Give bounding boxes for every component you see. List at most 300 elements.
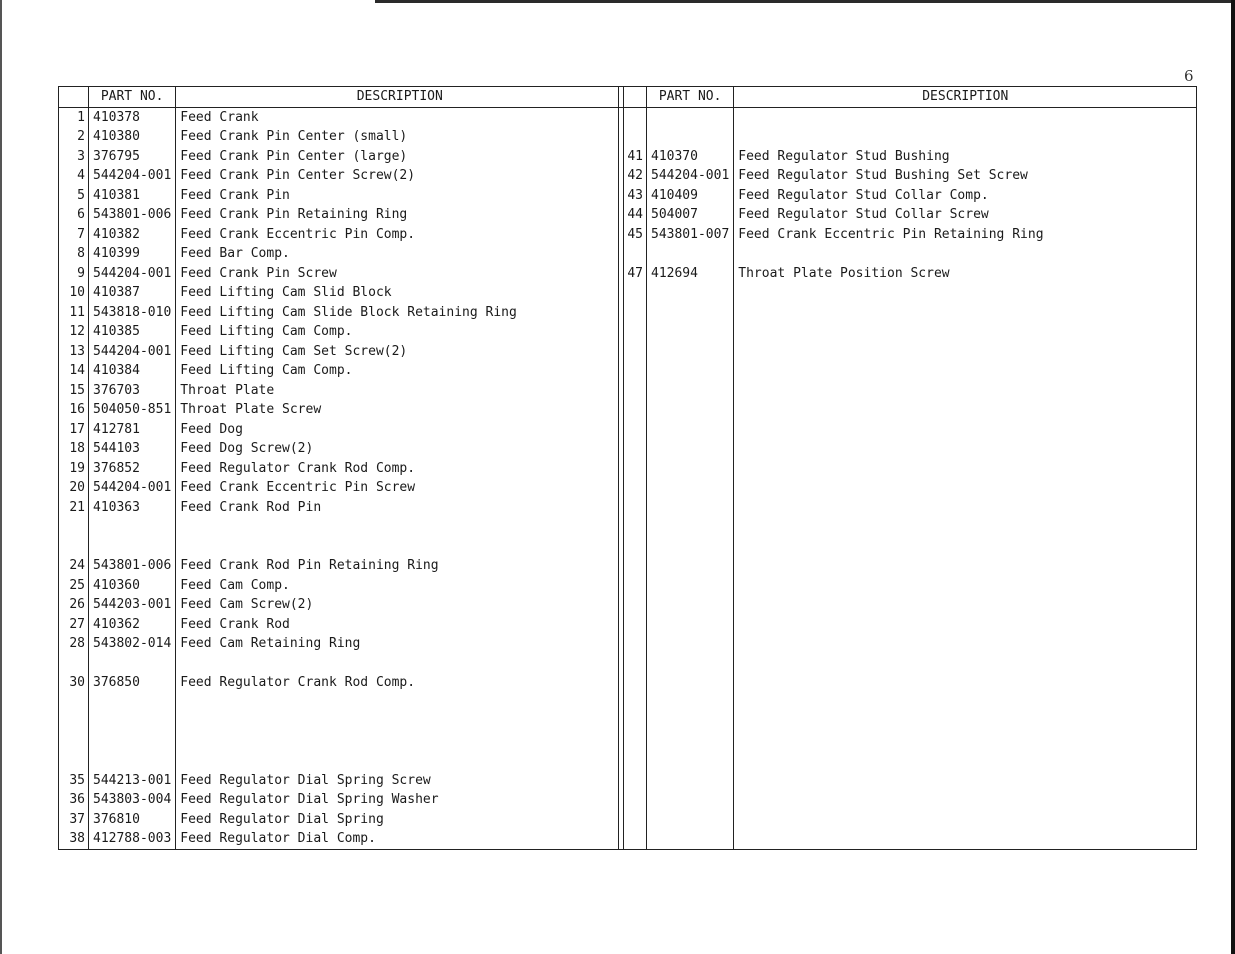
table-row <box>619 225 1197 245</box>
table-row <box>59 712 624 732</box>
table-row <box>619 322 1197 342</box>
description-cell <box>734 342 1197 362</box>
part-number-cell <box>647 400 734 420</box>
item-number-cell: 27 <box>59 615 89 635</box>
description-cell <box>734 771 1197 791</box>
item-number-cell: 30 <box>59 673 89 693</box>
table-row <box>619 576 1197 596</box>
item-number-cell: 17 <box>59 420 89 440</box>
part-number-cell <box>89 732 176 752</box>
item-number-cell <box>619 771 647 791</box>
description-cell <box>734 283 1197 303</box>
header-part-no: PART NO. <box>647 87 734 108</box>
part-number-cell: 544204-001 <box>89 166 176 186</box>
item-number-cell: 5 <box>59 186 89 206</box>
part-number-cell <box>647 595 734 615</box>
description-cell <box>734 595 1197 615</box>
item-number-cell <box>619 400 647 420</box>
table-row <box>59 673 624 693</box>
item-number-cell: 24 <box>59 556 89 576</box>
part-number-cell <box>647 107 734 127</box>
parts-table-right <box>618 86 1197 850</box>
table-row <box>619 595 1197 615</box>
part-number-cell <box>647 673 734 693</box>
description-cell: Feed Crank Rod Pin Retaining Ring <box>176 556 624 576</box>
item-number-cell <box>619 693 647 713</box>
item-number-cell <box>619 342 647 362</box>
table-row <box>59 634 624 654</box>
part-number-cell <box>647 244 734 264</box>
table-row <box>619 478 1197 498</box>
part-number-cell <box>647 283 734 303</box>
part-number-cell: 410381 <box>89 186 176 206</box>
item-number-cell <box>619 498 647 518</box>
description-cell: Feed Regulator Dial Spring <box>176 810 624 830</box>
description-cell <box>734 381 1197 401</box>
part-number-cell <box>647 439 734 459</box>
item-number-cell: 45 <box>619 225 647 245</box>
description-cell: Feed Dog <box>176 420 624 440</box>
part-number-cell <box>647 712 734 732</box>
table-row <box>59 790 624 810</box>
item-number-cell <box>619 420 647 440</box>
item-number-cell: 26 <box>59 595 89 615</box>
table-row <box>619 751 1197 771</box>
description-cell <box>176 517 624 537</box>
description-cell <box>734 673 1197 693</box>
item-number-cell: 41 <box>619 147 647 167</box>
item-number-cell <box>619 283 647 303</box>
item-number-cell <box>619 751 647 771</box>
description-cell <box>176 537 624 557</box>
item-number-cell <box>619 107 647 127</box>
item-number-cell <box>619 361 647 381</box>
header-part-no: PART NO. <box>89 87 176 108</box>
table-row <box>619 673 1197 693</box>
item-number-cell <box>619 537 647 557</box>
description-cell <box>734 322 1197 342</box>
item-number-cell: 47 <box>619 264 647 284</box>
item-number-cell: 1 <box>59 107 89 127</box>
part-number-cell: 544213-001 <box>89 771 176 791</box>
item-number-cell <box>619 634 647 654</box>
description-cell: Feed Regulator Dial Spring Washer <box>176 790 624 810</box>
item-number-cell: 43 <box>619 186 647 206</box>
part-number-cell <box>647 303 734 323</box>
table-row <box>59 576 624 596</box>
description-cell <box>734 634 1197 654</box>
part-number-cell: 543802-014 <box>89 634 176 654</box>
part-number-cell <box>647 420 734 440</box>
table-row <box>59 771 624 791</box>
item-number-cell: 25 <box>59 576 89 596</box>
table-row <box>619 810 1197 830</box>
description-cell: Feed Lifting Cam Slide Block Retaining Ring <box>176 303 624 323</box>
part-number-cell <box>647 693 734 713</box>
item-number-cell: 44 <box>619 205 647 225</box>
part-number-cell: 544204-001 <box>89 342 176 362</box>
description-cell: Feed Lifting Cam Set Screw(2) <box>176 342 624 362</box>
description-cell <box>734 693 1197 713</box>
description-cell <box>734 556 1197 576</box>
table-row <box>619 420 1197 440</box>
description-cell <box>176 712 624 732</box>
part-number-cell: 543818-010 <box>89 303 176 323</box>
part-number-cell <box>647 498 734 518</box>
table-row <box>619 537 1197 557</box>
item-number-cell: 11 <box>59 303 89 323</box>
item-number-cell <box>619 810 647 830</box>
part-number-cell: 543801-006 <box>89 205 176 225</box>
part-number-cell <box>647 810 734 830</box>
table-row <box>59 810 624 830</box>
part-number-cell: 410387 <box>89 283 176 303</box>
item-number-cell: 14 <box>59 361 89 381</box>
description-cell: Feed Bar Comp. <box>176 244 624 264</box>
description-cell <box>734 459 1197 479</box>
part-number-cell: 410409 <box>647 186 734 206</box>
table-row <box>619 244 1197 264</box>
part-number-cell: 544204-001 <box>89 478 176 498</box>
part-number-cell <box>647 342 734 362</box>
table-row <box>59 478 624 498</box>
item-number-cell <box>59 654 89 674</box>
item-number-cell <box>619 732 647 752</box>
item-number-cell <box>619 790 647 810</box>
part-number-cell: 412781 <box>89 420 176 440</box>
description-cell: Feed Crank Eccentric Pin Retaining Ring <box>734 225 1197 245</box>
part-number-cell <box>647 381 734 401</box>
part-number-cell: 410362 <box>89 615 176 635</box>
part-number-cell <box>647 771 734 791</box>
description-cell: Feed Crank Pin Center (large) <box>176 147 624 167</box>
part-number-cell <box>647 634 734 654</box>
table-row <box>619 283 1197 303</box>
table-row <box>619 400 1197 420</box>
part-number-cell <box>647 556 734 576</box>
description-cell: Feed Crank Pin Center Screw(2) <box>176 166 624 186</box>
scan-edge-top <box>375 0 1235 3</box>
item-number-cell <box>619 439 647 459</box>
part-number-cell: 543801-006 <box>89 556 176 576</box>
part-number-cell: 412694 <box>647 264 734 284</box>
description-cell: Feed Lifting Cam Comp. <box>176 322 624 342</box>
description-cell <box>734 439 1197 459</box>
description-cell: Feed Regulator Stud Bushing <box>734 147 1197 167</box>
part-number-cell <box>647 322 734 342</box>
table-row <box>59 400 624 420</box>
item-number-cell <box>59 537 89 557</box>
description-cell <box>734 107 1197 127</box>
part-number-cell: 376810 <box>89 810 176 830</box>
table-row <box>59 303 624 323</box>
table-row <box>619 556 1197 576</box>
item-number-cell: 18 <box>59 439 89 459</box>
item-number-cell: 35 <box>59 771 89 791</box>
table-row <box>59 829 624 849</box>
table-row <box>59 342 624 362</box>
part-number-cell <box>647 829 734 849</box>
part-number-cell <box>89 654 176 674</box>
table-row <box>59 459 624 479</box>
part-number-cell: 543801-007 <box>647 225 734 245</box>
part-number-cell <box>647 654 734 674</box>
table-row <box>59 381 624 401</box>
description-cell: Throat Plate Screw <box>176 400 624 420</box>
table-row <box>619 264 1197 284</box>
item-number-cell: 16 <box>59 400 89 420</box>
description-cell <box>734 751 1197 771</box>
table-row <box>619 829 1197 849</box>
part-number-cell: 544203-001 <box>89 595 176 615</box>
part-number-cell: 544204-001 <box>89 264 176 284</box>
description-cell: Feed Crank Pin Screw <box>176 264 624 284</box>
description-cell <box>734 498 1197 518</box>
item-number-cell <box>59 517 89 537</box>
item-number-cell <box>619 673 647 693</box>
table-row <box>619 342 1197 362</box>
part-number-cell: 376850 <box>89 673 176 693</box>
part-number-cell: 410384 <box>89 361 176 381</box>
table-row <box>59 693 624 713</box>
table-row <box>59 283 624 303</box>
description-cell <box>176 732 624 752</box>
description-cell: Feed Cam Screw(2) <box>176 595 624 615</box>
part-number-cell <box>647 361 734 381</box>
description-cell: Feed Regulator Dial Comp. <box>176 829 624 849</box>
description-cell: Feed Crank Rod <box>176 615 624 635</box>
item-number-cell <box>619 556 647 576</box>
part-number-cell: 410399 <box>89 244 176 264</box>
description-cell: Feed Regulator Crank Rod Comp. <box>176 673 624 693</box>
item-number-cell: 15 <box>59 381 89 401</box>
part-number-cell <box>647 790 734 810</box>
description-cell: Feed Crank Eccentric Pin Comp. <box>176 225 624 245</box>
table-row <box>619 166 1197 186</box>
description-cell <box>734 810 1197 830</box>
part-number-cell: 410385 <box>89 322 176 342</box>
table-row <box>59 225 624 245</box>
description-cell: Feed Cam Retaining Ring <box>176 634 624 654</box>
header-description: DESCRIPTION <box>176 87 624 108</box>
item-number-cell: 13 <box>59 342 89 362</box>
item-number-cell <box>619 127 647 147</box>
part-number-cell <box>647 751 734 771</box>
item-number-cell <box>59 751 89 771</box>
part-number-cell: 410382 <box>89 225 176 245</box>
description-cell <box>734 790 1197 810</box>
item-number-cell <box>619 381 647 401</box>
table-row <box>619 147 1197 167</box>
item-number-cell: 28 <box>59 634 89 654</box>
part-number-cell <box>647 576 734 596</box>
part-number-cell: 410360 <box>89 576 176 596</box>
part-number-cell: 410380 <box>89 127 176 147</box>
item-number-cell <box>619 712 647 732</box>
table-header-row <box>59 87 624 108</box>
description-cell <box>734 127 1197 147</box>
part-number-cell <box>89 693 176 713</box>
description-cell <box>734 576 1197 596</box>
table-row <box>59 361 624 381</box>
item-number-cell: 21 <box>59 498 89 518</box>
table-row <box>59 732 624 752</box>
description-cell <box>734 517 1197 537</box>
description-cell: Feed Cam Comp. <box>176 576 624 596</box>
item-number-cell <box>619 595 647 615</box>
table-row <box>619 303 1197 323</box>
part-number-cell: 410363 <box>89 498 176 518</box>
description-cell: Feed Crank Eccentric Pin Screw <box>176 478 624 498</box>
table-row <box>619 381 1197 401</box>
item-number-cell <box>59 732 89 752</box>
parts-table-left <box>58 86 624 850</box>
table-row <box>619 634 1197 654</box>
item-number-cell: 10 <box>59 283 89 303</box>
description-cell <box>734 712 1197 732</box>
part-number-cell: 544103 <box>89 439 176 459</box>
table-row <box>59 244 624 264</box>
item-number-cell: 2 <box>59 127 89 147</box>
table-row <box>619 712 1197 732</box>
item-number-cell: 4 <box>59 166 89 186</box>
header-no <box>619 87 647 108</box>
table-row <box>59 751 624 771</box>
part-number-cell: 504007 <box>647 205 734 225</box>
item-number-cell: 7 <box>59 225 89 245</box>
description-cell <box>176 751 624 771</box>
description-cell <box>734 654 1197 674</box>
description-cell: Feed Regulator Crank Rod Comp. <box>176 459 624 479</box>
table-row <box>619 107 1197 127</box>
description-cell: Feed Crank Pin Center (small) <box>176 127 624 147</box>
item-number-cell <box>619 322 647 342</box>
item-number-cell: 37 <box>59 810 89 830</box>
header-description: DESCRIPTION <box>734 87 1197 108</box>
item-number-cell <box>619 303 647 323</box>
item-number-cell: 38 <box>59 829 89 849</box>
description-cell <box>734 420 1197 440</box>
description-cell <box>734 478 1197 498</box>
item-number-cell <box>619 829 647 849</box>
table-row <box>619 693 1197 713</box>
description-cell: Throat Plate <box>176 381 624 401</box>
description-cell <box>734 537 1197 557</box>
table-row <box>619 127 1197 147</box>
table-row <box>59 439 624 459</box>
description-cell: Feed Dog Screw(2) <box>176 439 624 459</box>
scan-edge-right <box>1231 0 1235 954</box>
item-number-cell <box>619 517 647 537</box>
part-number-cell: 504050-851 <box>89 400 176 420</box>
part-number-cell: 410370 <box>647 147 734 167</box>
description-cell: Feed Regulator Stud Collar Comp. <box>734 186 1197 206</box>
item-number-cell: 19 <box>59 459 89 479</box>
header-no <box>59 87 89 108</box>
description-cell: Feed Lifting Cam Slid Block <box>176 283 624 303</box>
item-number-cell <box>619 244 647 264</box>
table-row <box>59 615 624 635</box>
table-row <box>619 732 1197 752</box>
table-row <box>59 322 624 342</box>
item-number-cell: 6 <box>59 205 89 225</box>
item-number-cell <box>619 654 647 674</box>
part-number-cell <box>647 127 734 147</box>
table-row <box>59 205 624 225</box>
table-row <box>619 517 1197 537</box>
item-number-cell: 8 <box>59 244 89 264</box>
description-cell: Feed Regulator Stud Collar Screw <box>734 205 1197 225</box>
description-cell: Feed Crank Pin Retaining Ring <box>176 205 624 225</box>
item-number-cell <box>59 693 89 713</box>
page-number: 6 <box>1184 67 1194 85</box>
item-number-cell: 3 <box>59 147 89 167</box>
item-number-cell <box>619 459 647 479</box>
table-row <box>619 205 1197 225</box>
part-number-cell: 412788-003 <box>89 829 176 849</box>
part-number-cell: 410378 <box>89 107 176 127</box>
table-row <box>59 595 624 615</box>
table-row <box>619 459 1197 479</box>
part-number-cell <box>647 615 734 635</box>
scan-edge-left <box>0 0 2 954</box>
table-row <box>619 498 1197 518</box>
table-row <box>619 615 1197 635</box>
table-row <box>619 361 1197 381</box>
table-row <box>59 127 624 147</box>
part-number-cell <box>89 712 176 732</box>
part-number-cell: 543803-004 <box>89 790 176 810</box>
item-number-cell: 12 <box>59 322 89 342</box>
description-cell <box>734 303 1197 323</box>
table-row <box>59 166 624 186</box>
table-row <box>59 517 624 537</box>
part-number-cell <box>647 459 734 479</box>
description-cell <box>734 361 1197 381</box>
table-row <box>59 107 624 127</box>
table-row <box>59 186 624 206</box>
description-cell <box>734 732 1197 752</box>
description-cell: Feed Regulator Dial Spring Screw <box>176 771 624 791</box>
part-number-cell <box>647 517 734 537</box>
item-number-cell <box>619 576 647 596</box>
table-row <box>59 556 624 576</box>
item-number-cell: 9 <box>59 264 89 284</box>
item-number-cell: 20 <box>59 478 89 498</box>
item-number-cell <box>619 615 647 635</box>
table-row <box>619 790 1197 810</box>
part-number-cell <box>89 537 176 557</box>
description-cell <box>734 244 1197 264</box>
description-cell <box>176 654 624 674</box>
description-cell <box>176 693 624 713</box>
description-cell: Throat Plate Position Screw <box>734 264 1197 284</box>
table-row <box>59 498 624 518</box>
part-number-cell <box>89 517 176 537</box>
table-row <box>619 439 1197 459</box>
part-number-cell: 376703 <box>89 381 176 401</box>
description-cell: Feed Crank Pin <box>176 186 624 206</box>
table-row <box>59 654 624 674</box>
table-row <box>59 264 624 284</box>
description-cell: Feed Regulator Stud Bushing Set Screw <box>734 166 1197 186</box>
part-number-cell <box>647 478 734 498</box>
description-cell: Feed Crank Rod Pin <box>176 498 624 518</box>
table-row <box>59 537 624 557</box>
table-row <box>59 420 624 440</box>
description-cell <box>734 400 1197 420</box>
part-number-cell <box>647 732 734 752</box>
